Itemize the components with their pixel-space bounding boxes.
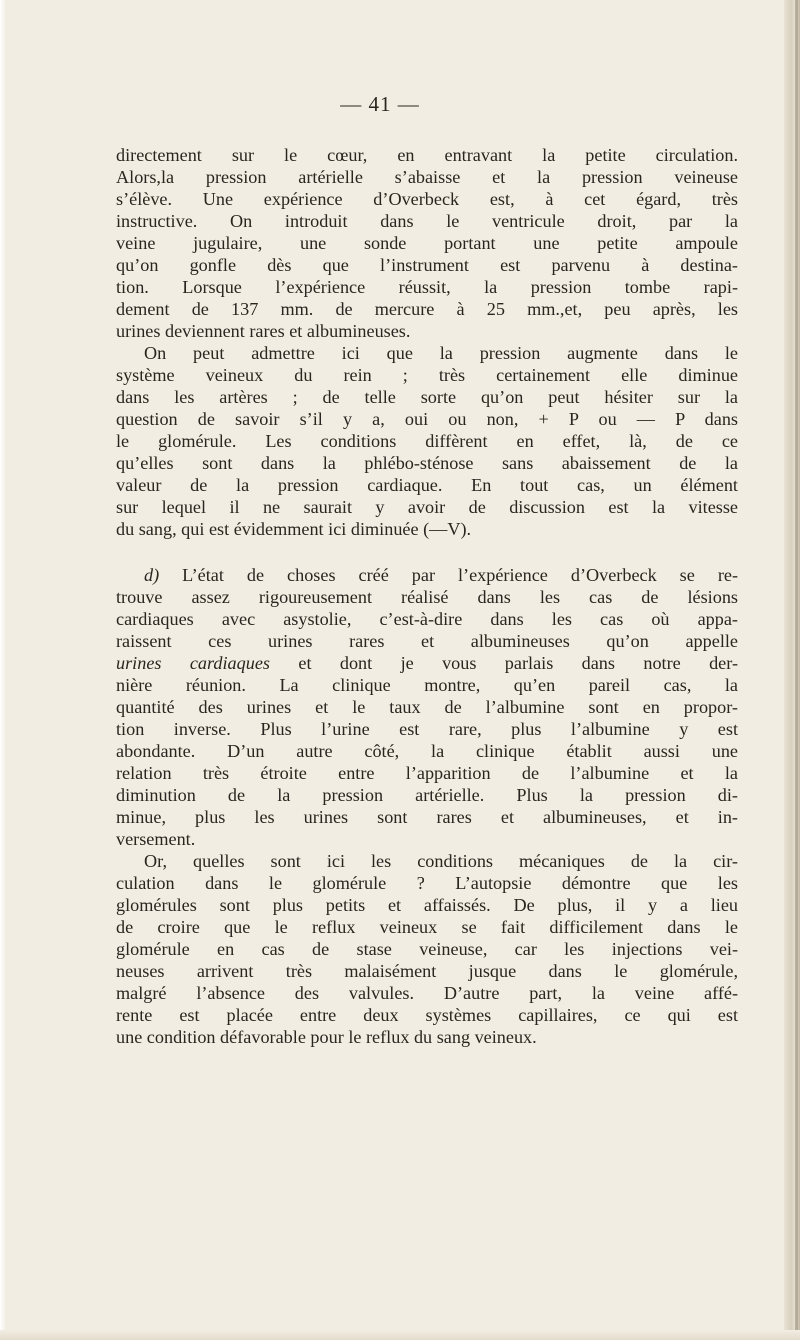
italic-term: urines cardiaques <box>116 653 270 673</box>
paragraph <box>116 342 738 540</box>
text-line: abondante. D’un autre côté, la clinique établit aussi une <box>116 741 738 761</box>
text-line <box>116 652 738 674</box>
text-line: valeur de la pression cardiaque. En tout cas, un élément <box>116 475 738 495</box>
text-line: tion. Lorsque l’expérience réussit, la pression tombe rapi- <box>116 277 738 297</box>
text-line: culation dans le glomérule ? L’autopsie démontre que les <box>116 873 738 893</box>
text-line: veine jugulaire, une sonde portant une petite ampoule <box>116 233 738 253</box>
paragraph <box>116 144 738 342</box>
text-line: du sang, qui est évidemment ici diminuée (—V). <box>116 519 472 539</box>
text-line: trouve assez rigoureusement réalisé dans les cas de lésions <box>116 587 738 607</box>
text-line: sur lequel il ne saurait y avoir de discussion est la vitesse <box>116 497 738 517</box>
text-line: système veineux du rein ; très certainement elle diminue <box>116 365 738 385</box>
text-line: urines deviennent rares et albumineuses. <box>116 321 411 341</box>
text-line: une condition défavorable pour le reflux du sang veineux. <box>116 1027 537 1047</box>
text-line: minue, plus les urines sont rares et albumineuses, et in- <box>116 807 738 827</box>
text-line: nière réunion. La clinique montre, qu’en pareil cas, la <box>116 675 738 695</box>
paragraph-gap <box>116 540 738 564</box>
text-line: versement. <box>116 829 196 849</box>
text-line: directement sur le cœur, en entravant la petite circulation. <box>116 145 738 165</box>
paragraph <box>116 564 738 850</box>
text-line: cardiaques avec asystolie, c’est-à-dire dans les cas où appa- <box>116 609 738 629</box>
text-line: Alors,la pression artérielle s’abaisse et la pression veineuse <box>116 167 738 187</box>
text-line: On peut admettre ici que la pression augmente dans le <box>144 343 738 363</box>
text-line: diminution de la pression artérielle. Plus la pression di- <box>116 785 738 805</box>
text-line: tion inverse. Plus l’urine est rare, plus l’albumine y est <box>116 719 738 739</box>
text-line: s’élève. Une expérience d’Overbeck est, à cet égard, très <box>116 189 738 209</box>
text-line: neuses arrivent très malaisément jusque dans le glomérule, <box>116 961 738 981</box>
text-fragment: et dont je vous parlais dans notre der- <box>270 653 738 673</box>
section-letter: d) <box>144 565 160 585</box>
text-line: glomérule en cas de stase veineuse, car les injections vei- <box>116 939 738 959</box>
page-bottom-edge <box>0 1330 800 1340</box>
page-left-margin <box>0 0 6 1340</box>
text-line: qu’on gonfle dès que l’instrument est parvenu à destina- <box>116 255 738 275</box>
page-number: — 41 — <box>340 92 420 116</box>
body-text <box>116 144 738 1048</box>
text-line: glomérules sont plus petits et affaissés. De plus, il y a lieu <box>116 895 738 915</box>
text-line: dement de 137 mm. de mercure à 25 mm.,et, peu après, les <box>116 299 738 319</box>
text-line: quantité des urines et le taux de l’albumine sont en propor- <box>116 697 738 717</box>
paragraph <box>116 850 738 1048</box>
text-line: qu’elles sont dans la phlébo-sténose sans abaissement de la <box>116 453 738 473</box>
text-line: rente est placée entre deux systèmes capillaires, ce qui est <box>116 1005 738 1025</box>
text-line: le glomérule. Les conditions diffèrent en effet, là, de ce <box>116 431 738 451</box>
text-line <box>116 564 738 586</box>
text-line: instructive. On introduit dans le ventricule droit, par la <box>116 211 738 231</box>
text-fragment: L’état de choses créé par l’expérience d’Overbeck se re- <box>159 565 738 585</box>
text-line: raissent ces urines rares et albumineuses qu’on appelle <box>116 631 738 651</box>
text-line: relation très étroite entre l’apparition de l’albumine et la <box>116 763 738 783</box>
page-binding-edge <box>784 0 800 1340</box>
text-line: dans les artères ; de telle sorte qu’on peut hésiter sur la <box>116 387 738 407</box>
text-line: question de savoir s’il y a, oui ou non, + P ou — P dans <box>116 409 738 429</box>
text-line: malgré l’absence des valvules. D’autre part, la veine affé- <box>116 983 738 1003</box>
text-line: de croire que le reflux veineux se fait difficilement dans le <box>116 917 738 937</box>
text-line: Or, quelles sont ici les conditions mécaniques de la cir- <box>144 851 738 871</box>
